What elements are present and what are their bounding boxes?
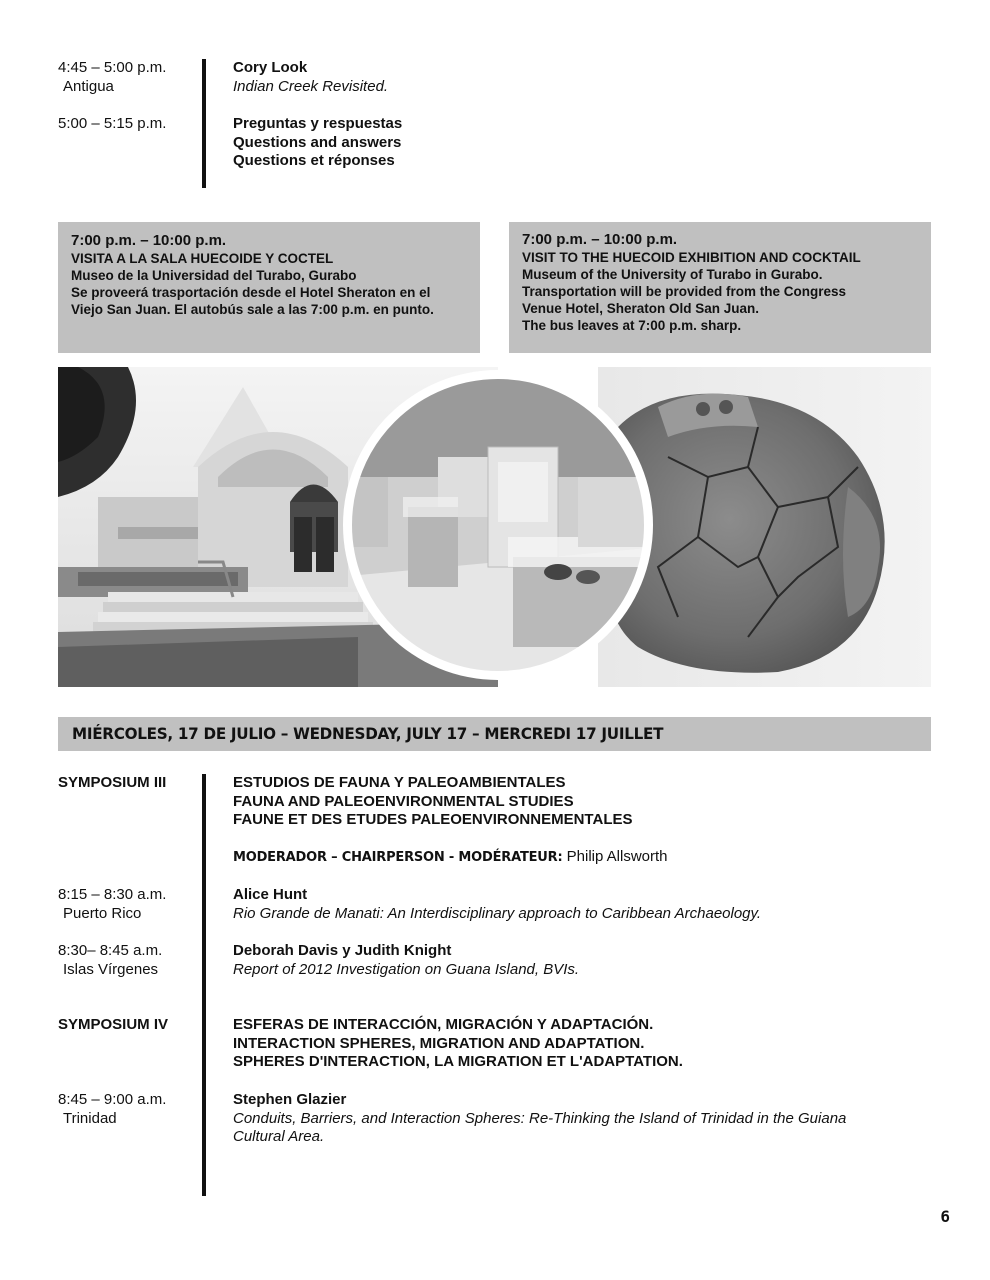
talk-title-cont: Cultural Area. xyxy=(233,1128,325,1145)
event-line: Transportation will be provided from the Congress xyxy=(522,284,847,299)
qa-line: Questions and answers xyxy=(233,133,402,151)
time-text: 8:15 – 8:30 a.m. xyxy=(58,886,167,903)
session-talk xyxy=(233,1091,913,1147)
session-time xyxy=(58,1091,166,1128)
symposium-label: SYMPOSIUM IV xyxy=(58,1016,169,1033)
place-text: Antigua xyxy=(63,77,114,95)
symposium-title-line: INTERACTION SPHERES, MIGRATION AND ADAPTATION. xyxy=(233,1034,645,1052)
time-text: 8:45 – 9:00 a.m. xyxy=(58,1091,167,1108)
session-time xyxy=(58,59,166,96)
event-line: Museo de la Universidad del Turabo, Gurabo xyxy=(71,268,357,283)
event-box-spanish xyxy=(58,222,480,353)
day-header xyxy=(58,717,931,751)
qa-line: Preguntas y respuestas xyxy=(233,115,403,132)
place-text: Puerto Rico xyxy=(63,904,142,922)
symposium-title-line: FAUNA AND PALEOENVIRONMENTAL STUDIES xyxy=(233,792,574,810)
photo-collage xyxy=(58,367,931,687)
session-time xyxy=(58,942,162,979)
session-talk xyxy=(233,942,579,979)
place-text: Trinidad xyxy=(63,1109,117,1127)
place-text: Islas Vírgenes xyxy=(63,960,159,978)
speaker-name: Deborah Davis y Judith Knight xyxy=(233,942,452,959)
time-text: 4:45 – 5:00 p.m. xyxy=(58,59,167,76)
time-text: 8:30– 8:45 a.m. xyxy=(58,942,163,959)
speaker-name: Alice Hunt xyxy=(233,886,308,903)
day-header-text: MIÉRCOLES, 17 DE JULIO – WEDNESDAY, JULY 17 – MERCREDI 17 JUILLET xyxy=(72,724,664,743)
talk-title: Rio Grande de Manati: An Interdisciplinary approach to Caribbean Archaeology. xyxy=(233,904,762,922)
event-line: VISIT TO THE HUECOID EXHIBITION AND COCKTAIL xyxy=(522,250,861,265)
moderator-label: MODERADOR – CHAIRPERSON - MODÉRATEUR: xyxy=(233,850,563,865)
symposium-label: SYMPOSIUM III xyxy=(58,774,167,791)
symposium-title-line: ESTUDIOS DE FAUNA Y PALEOAMBIENTALES xyxy=(233,774,566,791)
session-talk xyxy=(233,59,388,96)
divider-rule-bottom xyxy=(202,774,206,1196)
session-time xyxy=(58,115,166,134)
event-line: VISITA A LA SALA HUECOIDE Y COCTEL xyxy=(71,251,334,266)
event-line: Viejo San Juan. El autobús sale a las 7:00 p.m. en punto. xyxy=(71,302,434,317)
symposium-title-line: SPHERES D'INTERACTION, LA MIGRATION ET L'ADAPTATION. xyxy=(233,1053,683,1070)
symposium-title-line: FAUNE ET DES ETUDES PALEOENVIRONNEMENTALES xyxy=(233,811,633,828)
event-time: 7:00 p.m. – 10:00 p.m. xyxy=(522,231,678,248)
event-time: 7:00 p.m. – 10:00 p.m. xyxy=(71,232,227,249)
session-talk xyxy=(233,886,761,923)
speaker-name: Stephen Glazier xyxy=(233,1091,347,1108)
talk-title: Conduits, Barriers, and Interaction Spheres: Re-Thinking the Island of Trinidad in the Guiana xyxy=(233,1109,847,1127)
talk-title: Report of 2012 Investigation on Guana Island, BVIs. xyxy=(233,960,580,978)
moderator-line xyxy=(233,848,668,868)
qa-line: Questions et réponses xyxy=(233,152,395,169)
divider-rule-top xyxy=(202,59,206,188)
speaker-name: Cory Look xyxy=(233,59,308,76)
event-line: The bus leaves at 7:00 p.m. sharp. xyxy=(522,318,742,333)
symposium-titles xyxy=(233,774,633,830)
event-box-english xyxy=(509,222,931,353)
session-time xyxy=(58,886,166,923)
symposium-title-line: ESFERAS DE INTERACCIÓN, MIGRACIÓN Y ADAPTACIÓN. xyxy=(233,1016,654,1033)
time-text: 5:00 – 5:15 p.m. xyxy=(58,115,167,132)
event-line: Venue Hotel, Sheraton Old San Juan. xyxy=(522,301,760,316)
event-line: Museum of the University of Turabo in Gurabo. xyxy=(522,267,823,282)
talk-title: Indian Creek Revisited. xyxy=(233,77,389,95)
collage-graphic xyxy=(58,367,931,687)
symposium-titles xyxy=(233,1016,683,1072)
event-line: Se proveerá trasportación desde el Hotel Sheraton en el xyxy=(71,285,431,300)
qa-block xyxy=(233,115,402,171)
moderator-name: Philip Allsworth xyxy=(566,848,668,865)
page-number: 6 xyxy=(940,1207,950,1226)
